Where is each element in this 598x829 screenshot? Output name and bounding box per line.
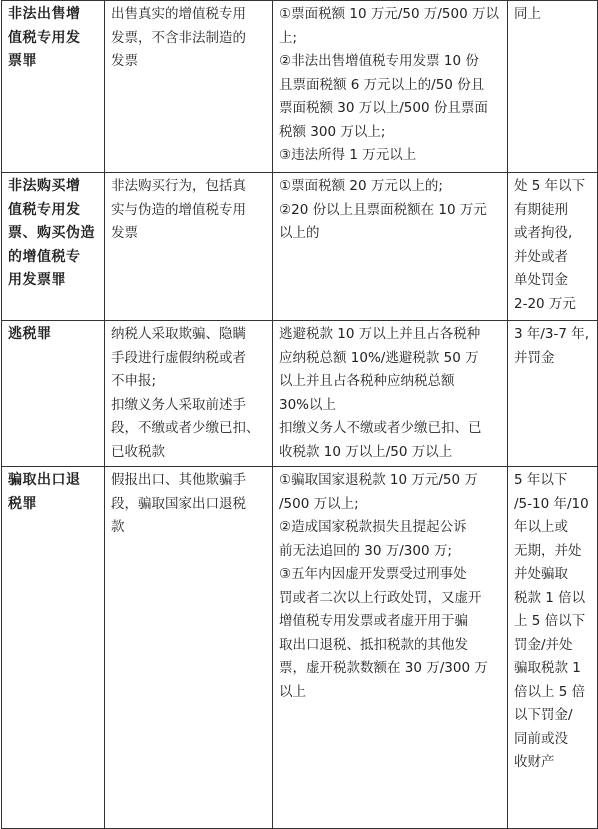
penalty-cell <box>508 173 598 321</box>
table-row <box>2 467 598 829</box>
cell-text-line: 逃税罪 <box>8 326 52 342</box>
cell-text-line: 5 年以下 <box>514 472 568 488</box>
cell-text-line: 罚或者二次以上行政处罚，又虚开 <box>279 589 482 606</box>
tax-crime-table <box>1 0 598 829</box>
conduct-cell <box>105 321 273 467</box>
cell-text-line: 票、购买伪造 <box>8 225 95 241</box>
cell-text-line: 罚金/并处 <box>514 636 573 653</box>
cell-text-line: 已收税款 <box>111 443 165 460</box>
conduct-cell <box>105 467 273 829</box>
table-row <box>2 321 598 467</box>
cell-text-line: 票罪 <box>8 53 37 69</box>
crime-name-cell <box>2 467 105 829</box>
cell-text-line: 实与伪造的增值税专用 <box>111 201 246 218</box>
threshold-cell <box>273 467 508 829</box>
cell-text-line: 非法购买行为，包括真 <box>111 178 246 194</box>
penalty-cell <box>508 321 598 467</box>
table-row <box>2 1 598 173</box>
cell-text-line: ②非法出售增值税专用发票 10 份 <box>279 53 479 69</box>
cell-text-line: 发票，不含非法制造的 <box>111 29 246 46</box>
cell-text-line: 假报出口、其他欺骗手 <box>111 472 246 488</box>
cell-text-line: 纳税人采取欺骗、隐瞒 <box>111 326 246 342</box>
cell-text-line: 同上 <box>514 6 541 22</box>
cell-text-line: 发票 <box>111 225 138 241</box>
cell-text-line: 上 5 倍以下 <box>514 613 586 629</box>
cell-text-line: 上; <box>279 29 298 46</box>
cell-text-line: 手段进行虚假纳税或者 <box>111 349 246 366</box>
cell-text-line: 3 年/3-7 年, <box>514 326 590 342</box>
cell-text-line: 出售真实的增值税专用 <box>111 6 246 22</box>
table-row <box>2 173 598 321</box>
crime-name-cell <box>2 1 105 173</box>
cell-text-line: 扣缴义务人不缴或者少缴已扣、已 <box>279 420 482 436</box>
cell-text-line: 税额 300 万以上; <box>279 123 386 140</box>
cell-text-line: 2-20 万元 <box>514 295 576 312</box>
cell-text-line: 收财产 <box>514 754 555 770</box>
cell-text-line: 并处或者 <box>514 248 568 265</box>
cell-text-line: 段，不缴或者少缴已扣、 <box>111 420 260 436</box>
cell-text-line: ①票面税额 10 万元/50 万/500 万以 <box>279 6 499 22</box>
cell-text-line: 应纳税总额 10%/逃避税款 50 万 <box>279 349 479 366</box>
cell-text-line: 并处骗取 <box>514 566 568 582</box>
cell-text-line: 段，骗取国家出口退税 <box>111 495 246 512</box>
cell-text-line: 骗取出口退 <box>8 472 81 488</box>
threshold-cell <box>273 173 508 321</box>
crime-name-cell <box>2 173 105 321</box>
cell-text-line: 非法购买增 <box>8 178 81 194</box>
cell-text-line: /5-10 年/10 <box>514 495 589 512</box>
cell-text-line: 处 5 年以下 <box>514 178 586 194</box>
cell-text-line: ③违法所得 1 万元以上 <box>279 147 417 163</box>
cell-text-line: 以下罚金/ <box>514 707 573 723</box>
cell-text-line: 年以上或 <box>514 519 568 535</box>
cell-text-line: 逃避税款 10 万以上并且占各税种 <box>279 326 481 342</box>
threshold-cell <box>273 321 508 467</box>
threshold-cell <box>273 1 508 173</box>
conduct-cell <box>105 1 273 173</box>
cell-text-line: 或者拘役, <box>514 225 573 241</box>
cell-text-line: ③五年内因虚开发票受过刑事处 <box>279 566 467 582</box>
cell-text-line: 骗取税款 1 <box>514 660 581 676</box>
cell-text-line: 票，虚开税款数额在 30 万/300 万 <box>279 660 488 676</box>
cell-text-line: 无期，并处 <box>514 542 582 559</box>
crime-name-cell <box>2 321 105 467</box>
cell-text-line: 收税款 10 万以上/50 万以上 <box>279 443 453 460</box>
cell-text-line: 值税专用发 <box>8 201 81 218</box>
cell-text-line: 发票 <box>111 53 138 69</box>
cell-text-line: 倍以上 5 倍 <box>514 683 586 700</box>
cell-text-line: 同前或没 <box>514 730 568 747</box>
cell-text-line: 前无法追回的 30 万/300 万; <box>279 542 452 559</box>
cell-text-line: ②20 份以上且票面税额在 10 万元 <box>279 201 487 218</box>
cell-text-line: 款 <box>111 519 125 535</box>
cell-text-line: 以上并且占各税种应纳税总额 <box>279 373 455 389</box>
cell-text-line: 且票面税额 6 万元以上的/50 份且 <box>279 76 485 93</box>
cell-text-line: 值税专用发 <box>8 29 81 46</box>
cell-text-line: 增值税专用发票或者虚开用于骗 <box>279 613 468 629</box>
cell-text-line: ②造成国家税款损失且提起公诉 <box>279 519 467 535</box>
cell-text-line: 不申报; <box>111 373 157 389</box>
penalty-cell <box>508 467 598 829</box>
penalty-cell <box>508 1 598 173</box>
cell-text-line: 30%以上 <box>279 396 337 413</box>
cell-text-line: 税罪 <box>8 495 37 512</box>
cell-text-line: /500 万以上; <box>279 495 359 512</box>
conduct-cell <box>105 173 273 321</box>
cell-text-line: 有期徒刑 <box>514 201 568 218</box>
cell-text-line: 单处罚金 <box>514 272 568 288</box>
cell-text-line: 的增值税专 <box>8 248 81 265</box>
cell-text-line: 扣缴义务人采取前述手 <box>111 396 246 413</box>
cell-text-line: 税款 1 倍以 <box>514 589 586 606</box>
cell-text-line: 以上 <box>279 683 306 700</box>
cell-text-line: 非法出售增 <box>8 6 81 22</box>
cell-text-line: 以上的 <box>279 225 320 241</box>
cell-text-line: 取出口退税、抵扣税款的其他发 <box>279 636 468 653</box>
cell-text-line: ①骗取国家退税款 10 万元/50 万 <box>279 472 478 488</box>
cell-text-line: 票面税额 30 万以上/500 份且票面 <box>279 100 488 116</box>
cell-text-line: 并罚金 <box>514 349 555 366</box>
cell-text-line: ①票面税额 20 万元以上的; <box>279 178 443 194</box>
cell-text-line: 用发票罪 <box>8 272 66 288</box>
